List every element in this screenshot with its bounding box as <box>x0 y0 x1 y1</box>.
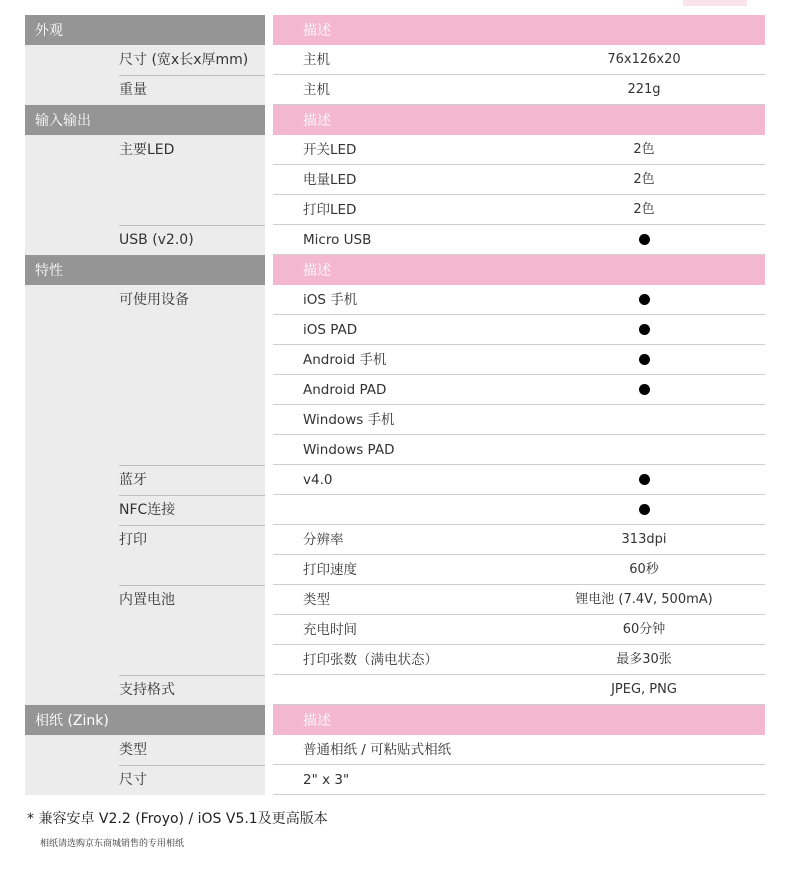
spec-label-cell <box>25 375 265 405</box>
compat-footnote: * 兼容安卓 V2.2 (Froyo) / iOS V5.1及更高版本 <box>27 811 328 827</box>
spec-label-cell <box>25 195 265 225</box>
supported-dot-icon <box>549 345 739 375</box>
section-header <box>25 255 765 285</box>
spec-row <box>25 75 765 105</box>
spec-row <box>25 585 765 615</box>
supported-dot-icon <box>549 225 739 255</box>
spec-detail-cell <box>273 555 765 585</box>
spec-sub-item: Android PAD <box>303 382 387 398</box>
spec-label-cell <box>25 345 265 375</box>
spec-row <box>25 405 765 435</box>
section-header <box>25 15 765 45</box>
supported-dot-icon <box>549 465 739 495</box>
spec-sub-item: 充电时间 <box>303 622 357 638</box>
spec-label-cell <box>25 315 265 345</box>
spec-row <box>25 375 765 405</box>
spec-row <box>25 525 765 555</box>
spec-detail-cell <box>273 435 765 465</box>
section-header <box>25 705 765 735</box>
top-decor-tab <box>683 0 747 6</box>
spec-label: 重量 <box>119 82 147 98</box>
spec-value: 60分钟 <box>622 622 666 637</box>
spec-value: 2色 <box>633 202 655 217</box>
section-title: 相纸 (Zink) <box>25 705 265 735</box>
spec-label: 支持格式 <box>119 682 175 698</box>
section-title: 特性 <box>25 255 265 285</box>
spec-label-cell <box>25 675 265 705</box>
spec-label: 打印 <box>119 532 147 548</box>
spec-row <box>25 645 765 675</box>
supported-dot-icon <box>549 315 739 345</box>
spec-detail-cell <box>273 525 765 555</box>
spec-row <box>25 735 765 765</box>
spec-detail-cell <box>273 405 765 435</box>
spec-detail-cell <box>273 285 765 315</box>
section-title: 外观 <box>25 15 265 45</box>
spec-sub-item: 2" x 3" <box>303 772 350 788</box>
spec-sub-item: 类型 <box>303 592 330 608</box>
spec-value: 最多30张 <box>616 652 672 667</box>
spec-sub-item: 打印张数（满电状态） <box>303 652 438 668</box>
spec-label-cell <box>25 165 265 195</box>
spec-detail-cell <box>273 375 765 405</box>
spec-value: 313dpi <box>621 532 667 547</box>
section-desc-header: 描述 <box>273 105 765 135</box>
spec-label: 尺寸 (宽x长x厚mm) <box>119 52 249 68</box>
spec-detail-cell <box>273 75 765 105</box>
spec-detail-cell <box>273 195 765 225</box>
spec-sub-item: 主机 <box>303 52 330 68</box>
spec-row <box>25 45 765 75</box>
spec-row <box>25 555 765 585</box>
spec-sub-item: 普通相纸 / 可粘贴式相纸 <box>303 742 452 758</box>
spec-detail-cell <box>273 495 765 525</box>
spec-sub-item: Android 手机 <box>303 352 387 368</box>
spec-label-cell <box>25 405 265 435</box>
spec-label-cell <box>25 585 265 615</box>
section-desc-header: 描述 <box>273 15 765 45</box>
spec-sub-item: v4.0 <box>303 472 333 488</box>
spec-row <box>25 315 765 345</box>
spec-row <box>25 435 765 465</box>
spec-detail-cell <box>273 165 765 195</box>
spec-detail-cell <box>273 225 765 255</box>
spec-value <box>549 765 739 795</box>
spec-value: 221g <box>627 82 661 97</box>
spec-label: 可使用设备 <box>119 292 189 308</box>
supported-dot-icon <box>549 375 739 405</box>
spec-value <box>549 435 739 465</box>
spec-sub-item: iOS PAD <box>303 322 358 338</box>
section-desc-header: 描述 <box>273 705 765 735</box>
spec-row <box>25 165 765 195</box>
spec-label: USB (v2.0) <box>119 232 194 248</box>
spec-value <box>549 735 739 765</box>
section-desc-header: 描述 <box>273 255 765 285</box>
spec-detail-cell <box>273 135 765 165</box>
spec-row <box>25 495 765 525</box>
spec-value: 60秒 <box>629 562 659 577</box>
paper-note: 相纸请选购京东商城销售的专用相纸 <box>40 839 185 849</box>
spec-value: 锂电池 (7.4V, 500mA) <box>575 592 713 607</box>
spec-detail-cell <box>273 645 765 675</box>
spec-label-cell <box>25 525 265 555</box>
spec-label-cell <box>25 495 265 525</box>
spec-detail-cell <box>273 735 765 765</box>
spec-row <box>25 615 765 645</box>
spec-sub-item: Windows 手机 <box>303 412 395 428</box>
spec-label-cell <box>25 765 265 795</box>
spec-detail-cell <box>273 45 765 75</box>
spec-row <box>25 675 765 705</box>
supported-dot-icon <box>549 285 739 315</box>
spec-row <box>25 135 765 165</box>
spec-label: 内置电池 <box>119 592 175 608</box>
spec-sub-item: 主机 <box>303 82 330 98</box>
spec-row <box>25 285 765 315</box>
spec-sub-item: 开关LED <box>303 142 357 158</box>
spec-table <box>25 15 765 795</box>
spec-sub-item: 打印速度 <box>303 562 357 578</box>
spec-label-cell <box>25 615 265 645</box>
spec-sub-item: 打印LED <box>303 202 357 218</box>
spec-sub-item: Windows PAD <box>303 442 395 458</box>
spec-row <box>25 195 765 225</box>
spec-sub-item: 电量LED <box>303 172 357 188</box>
spec-label: 主要LED <box>119 142 175 158</box>
section-header <box>25 105 765 135</box>
spec-label: NFC连接 <box>119 502 176 518</box>
spec-label-cell <box>25 555 265 585</box>
supported-dot-icon <box>549 495 739 525</box>
spec-sub-item: Micro USB <box>303 232 372 248</box>
spec-value <box>549 405 739 435</box>
spec-detail-cell <box>273 675 765 705</box>
spec-label-cell <box>25 435 265 465</box>
spec-label-cell <box>25 135 265 165</box>
spec-detail-cell <box>273 765 765 795</box>
spec-detail-cell <box>273 615 765 645</box>
spec-sub-item: iOS 手机 <box>303 292 358 308</box>
spec-label-cell <box>25 75 265 105</box>
spec-value: JPEG, PNG <box>611 682 677 697</box>
spec-row <box>25 465 765 495</box>
spec-row <box>25 225 765 255</box>
spec-label-cell <box>25 225 265 255</box>
spec-detail-cell <box>273 345 765 375</box>
spec-detail-cell <box>273 465 765 495</box>
spec-label-cell <box>25 45 265 75</box>
spec-label-cell <box>25 465 265 495</box>
section-title: 输入输出 <box>25 105 265 135</box>
spec-label-cell <box>25 645 265 675</box>
spec-sub-item: 分辨率 <box>303 532 344 548</box>
spec-label: 尺寸 <box>119 772 147 788</box>
spec-value: 76x126x20 <box>607 52 681 67</box>
spec-label-cell <box>25 735 265 765</box>
spec-detail-cell <box>273 585 765 615</box>
spec-value: 2色 <box>633 142 655 157</box>
spec-detail-cell <box>273 315 765 345</box>
spec-label: 蓝牙 <box>119 472 147 488</box>
spec-row <box>25 765 765 795</box>
spec-value: 2色 <box>633 172 655 187</box>
spec-row <box>25 345 765 375</box>
spec-label: 类型 <box>119 742 147 758</box>
spec-label-cell <box>25 285 265 315</box>
